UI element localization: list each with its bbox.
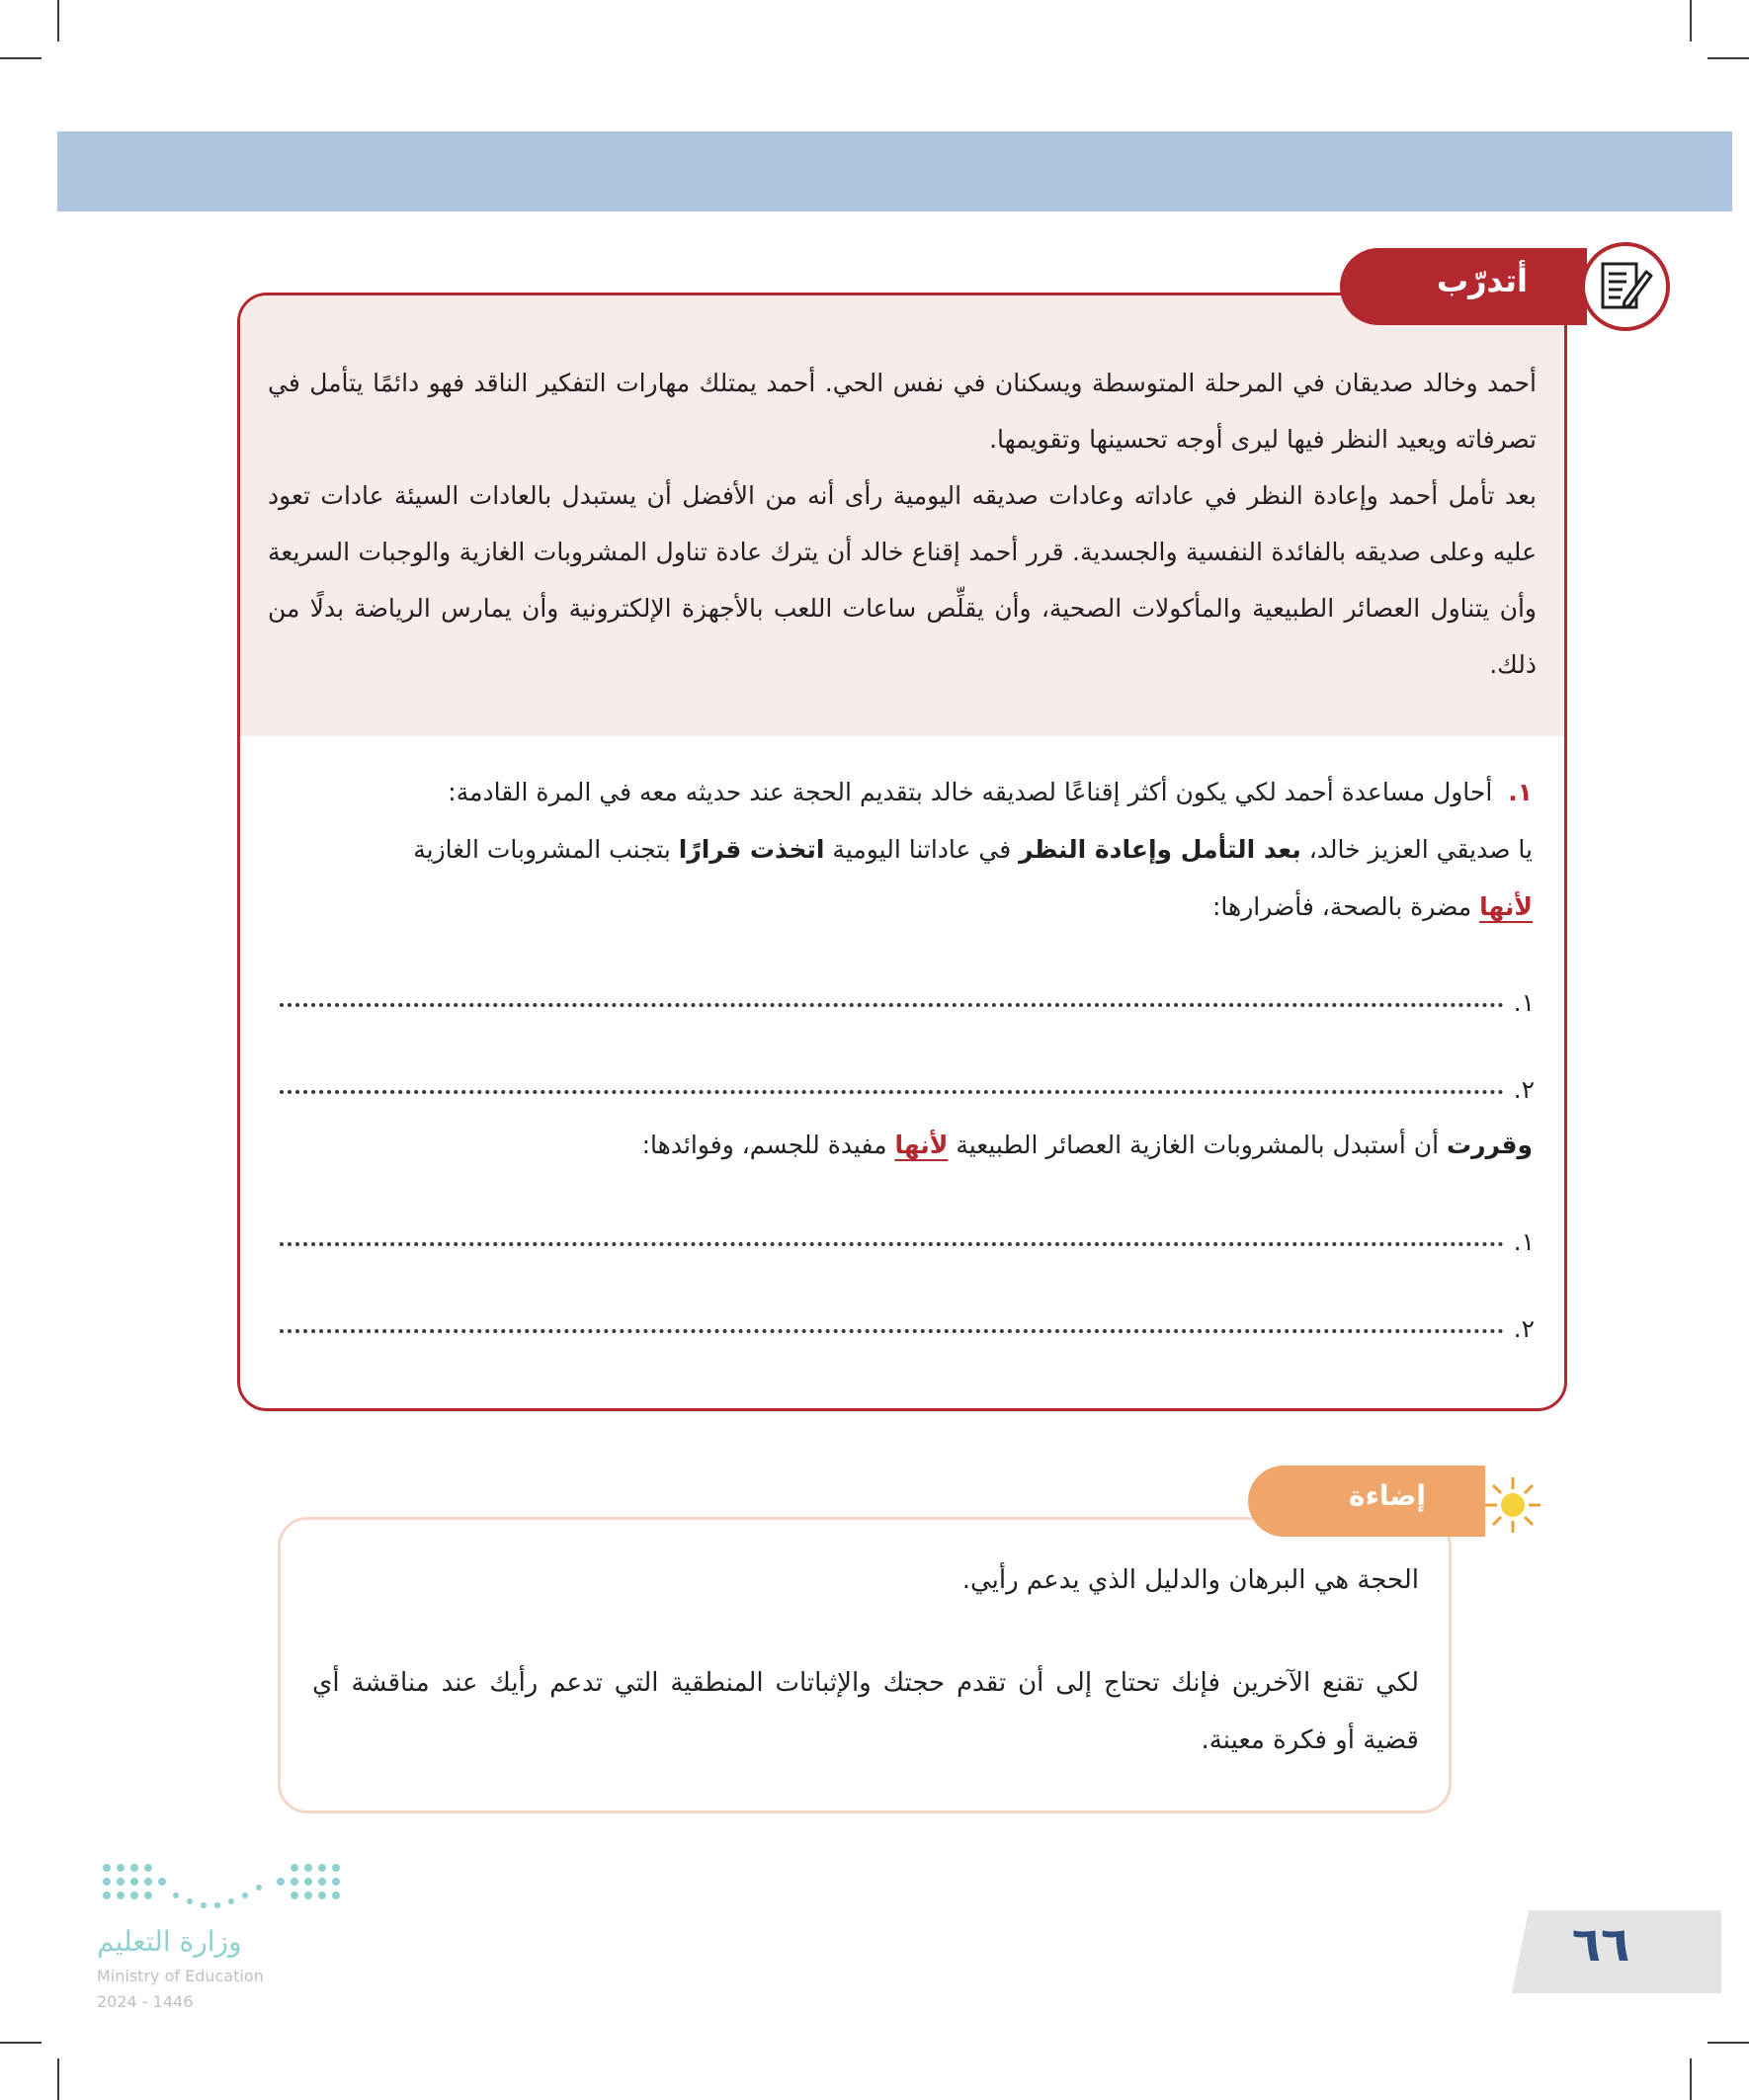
header-band [57,131,1732,211]
sun-icon [1483,1475,1542,1535]
crop-mark [1707,57,1749,59]
benefit-text: مفيدة للجسم، وفوائدها: [641,1131,895,1159]
notepad-pencil-icon [1597,258,1654,315]
ministry-logo-icon [97,1858,354,1917]
letter-text: يا صديقي العزيز خالد، [1300,835,1533,864]
crop-mark [1707,2042,1749,2044]
dotted-line [280,1242,1504,1246]
crop-mark [1690,0,1692,42]
harm-answer-line-1[interactable] [280,977,1535,1017]
scenario-paragraph-2: بعد تأمل أحمد وإعادة النظر في عاداته وعادات صديقه اليومية رأى أنه من الأفضل أن يستبدل بالعادات السيئة عادات تعود عليه وعلى صديقه بالفائدة النفسية والجسدية. قرر أحمد إقناع خالد أن يترك عادة تناول المشروبات الغازية والوجبات السريعة وأن يتناول العصائر الطبيعية والمأكولات الصحية، وأن يقلِّص ساعات اللعب بالأجهزة الإلكترونية وأن يمارس الرياضة بدلًا من ذلك. [268,481,1537,679]
crop-mark [0,57,42,59]
insight-paragraph-2: لكي تقنع الآخرين فإنك تحتاج إلى أن تقدم حجتك والإثباتات المنطقية التي تدعم رأيك عند مناقشة أي قضية أو فكرة معينة. [312,1668,1419,1755]
practice-icon-circle [1581,242,1670,331]
edition-year: 2024 - 1446 [97,1992,194,2011]
insight-title: إضاءة [1348,1479,1426,1512]
because-word: لأنها [894,1131,949,1159]
practice-tab [1340,248,1587,325]
answer-number: ٢. [1513,1314,1535,1343]
insight-paragraph-1: الحجة هي البرهان والدليل الذي يدعم رأيي. [961,1565,1419,1595]
answer-number: ١. [1513,988,1535,1017]
letter-bold-reflect: بعد التأمل وإعادة النظر [1019,835,1301,864]
decided-word: وقررت [1447,1131,1533,1159]
scenario-panel [240,295,1564,736]
scenario-paragraph-1: أحمد وخالد صديقان في المرحلة المتوسطة ويسكنان في نفس الحي. أحمد يمتلك مهارات التفكير الناقد فهو دائمًا يتأمل في تصرفاته ويعيد النظر فيها ليرى أوجه تحسينها وتقويمها. [268,369,1537,454]
page-number: ٦٦ [1571,1917,1630,1973]
crop-mark [57,0,59,42]
crop-mark [0,2042,42,2044]
letter-text: بتجنب المشروبات الغازية [413,835,679,864]
question-1 [448,778,1533,806]
insight-box [278,1517,1452,1813]
ministry-name-english: Ministry of Education [97,1967,264,1985]
crop-mark [57,2058,59,2100]
practice-box [237,293,1567,1411]
benefit-answer-line-2[interactable] [280,1303,1535,1343]
ministry-name-arabic: وزارة التعليم [97,1925,242,1958]
dotted-line [280,1003,1504,1007]
harms-intro [1212,892,1533,921]
answer-number: ١. [1513,1227,1535,1256]
insight-tab [1248,1466,1485,1537]
letter-line-1 [413,835,1533,864]
letter-bold-decision: اتخذت قرارًا [678,835,825,864]
harm-answer-line-2[interactable] [280,1064,1535,1104]
dotted-line [280,1329,1504,1333]
benefits-intro [642,1131,1533,1159]
benefit-answer-line-1[interactable] [280,1217,1535,1256]
harms-text: مضرة بالصحة، فأضرارها: [1211,892,1480,921]
benefit-text: أن أستبدل بالمشروبات الغازية العصائر الطبيعية [948,1131,1448,1159]
question-text: أحاول مساعدة أحمد لكي يكون أكثر إقناعًا لصديقه خالد بتقديم الحجة عند حديثه معه في المرة القادمة: [448,778,1493,806]
dotted-line [280,1090,1504,1094]
question-number: ١. [1508,778,1533,806]
because-word: لأنها [1479,892,1533,921]
practice-title: أتدرّب [1436,262,1528,299]
answer-number: ٢. [1513,1075,1535,1104]
letter-text: في عاداتنا اليومية [824,835,1020,864]
crop-mark [1690,2058,1692,2100]
